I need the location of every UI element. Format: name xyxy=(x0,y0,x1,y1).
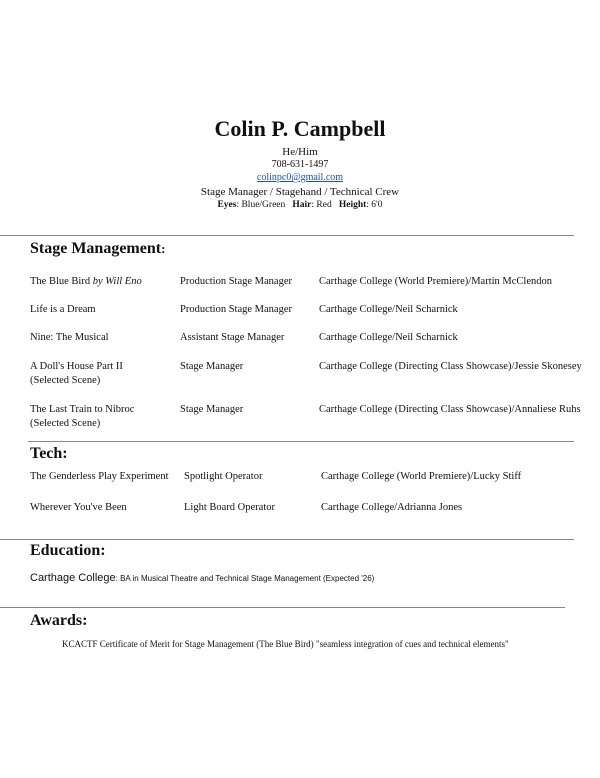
physical-stats xyxy=(0,200,600,210)
roles-line: Stage Manager / Stagehand / Technical Crew xyxy=(200,186,400,198)
tech-row-1-venue: Carthage College (World Premiere)/Lucky Stiff xyxy=(321,471,522,482)
education-heading: Education: xyxy=(30,542,106,559)
sm-row-3-show: Nine: The Musical xyxy=(30,332,109,343)
sm-row-2-venue: Carthage College/Neil Scharnick xyxy=(319,304,458,315)
tech-row-2-venue: Carthage College/Adrianna Jones xyxy=(321,502,463,513)
height-label: Height xyxy=(338,200,367,210)
education-entry xyxy=(30,568,374,586)
sm-row-1-role: Production Stage Manager xyxy=(180,276,292,287)
sm-row-4-role: Stage Manager xyxy=(180,361,244,372)
tech-row-1-show: The Genderless Play Experiment xyxy=(30,471,169,482)
stage-management-heading xyxy=(30,240,165,258)
email-text[interactable]: colinpc0@gmail.com xyxy=(256,172,344,183)
sm-row-4-show xyxy=(30,360,123,388)
sm-row-5-venue: Carthage College (Directing Class Showcase)/Annaliese Ruhs xyxy=(319,404,581,415)
stage-management-heading-text: Stage Management xyxy=(30,240,162,257)
tech-row-1-role: Spotlight Operator xyxy=(184,471,263,482)
height-value: : 6'0 xyxy=(366,200,383,210)
divider-awards xyxy=(0,607,565,608)
sm-row-3-venue: Carthage College/Neil Scharnick xyxy=(319,332,458,343)
tech-row-2-show: Wherever You've Been xyxy=(30,502,127,513)
sm-row-4-show-note: (Selected Scene) xyxy=(30,375,101,386)
sm-row-4-venue: Carthage College (Directing Class Showcase)/Jessie Skonesey xyxy=(319,361,582,372)
sm-row-1-show-title: The Blue Bird xyxy=(30,276,91,287)
eyes-value: : Blue/Green xyxy=(236,200,286,210)
tech-heading: Tech: xyxy=(30,445,68,462)
sm-row-2-role: Production Stage Manager xyxy=(180,304,292,315)
eyes-label: Eyes xyxy=(217,200,237,210)
hair-label: Hair xyxy=(292,200,312,210)
stage-management-heading-colon: : xyxy=(161,241,166,256)
sm-row-1-venue: Carthage College (World Premiere)/Martin McClendon xyxy=(319,276,553,287)
education-degree: : BA in Musical Theatre and Technical Stage Management (Expected '26) xyxy=(115,574,375,583)
sm-row-1-show-author: by Will Eno xyxy=(90,276,142,287)
award-item: KCACTF Certificate of Merit for Stage Management (The Blue Bird) "seamless integration of cues and technical elements" xyxy=(62,639,509,649)
awards-heading: Awards: xyxy=(30,612,88,629)
phone-number: 708-631-1497 xyxy=(271,159,329,170)
sm-row-5-show-title: The Last Train to Nibroc xyxy=(30,404,135,415)
pronouns: He/Him xyxy=(282,146,318,158)
sm-row-4-show-title: A Doll's House Part II xyxy=(30,361,123,372)
education-school: Carthage College xyxy=(30,572,116,584)
sm-row-5-show-note: (Selected Scene) xyxy=(30,418,101,429)
email-link[interactable] xyxy=(0,172,600,183)
divider-stage-management xyxy=(0,235,574,236)
sm-row-3-role: Assistant Stage Manager xyxy=(180,332,285,343)
tech-row-2-role: Light Board Operator xyxy=(184,502,275,513)
divider-education xyxy=(0,539,574,540)
resume-name: Colin P. Campbell xyxy=(214,116,386,141)
sm-row-1-show xyxy=(30,275,142,289)
sm-row-2-show: Life is a Dream xyxy=(30,304,96,315)
sm-row-5-show xyxy=(30,403,134,431)
sm-row-5-role: Stage Manager xyxy=(180,404,244,415)
hair-value: : Red xyxy=(311,200,332,210)
divider-tech xyxy=(28,441,574,442)
